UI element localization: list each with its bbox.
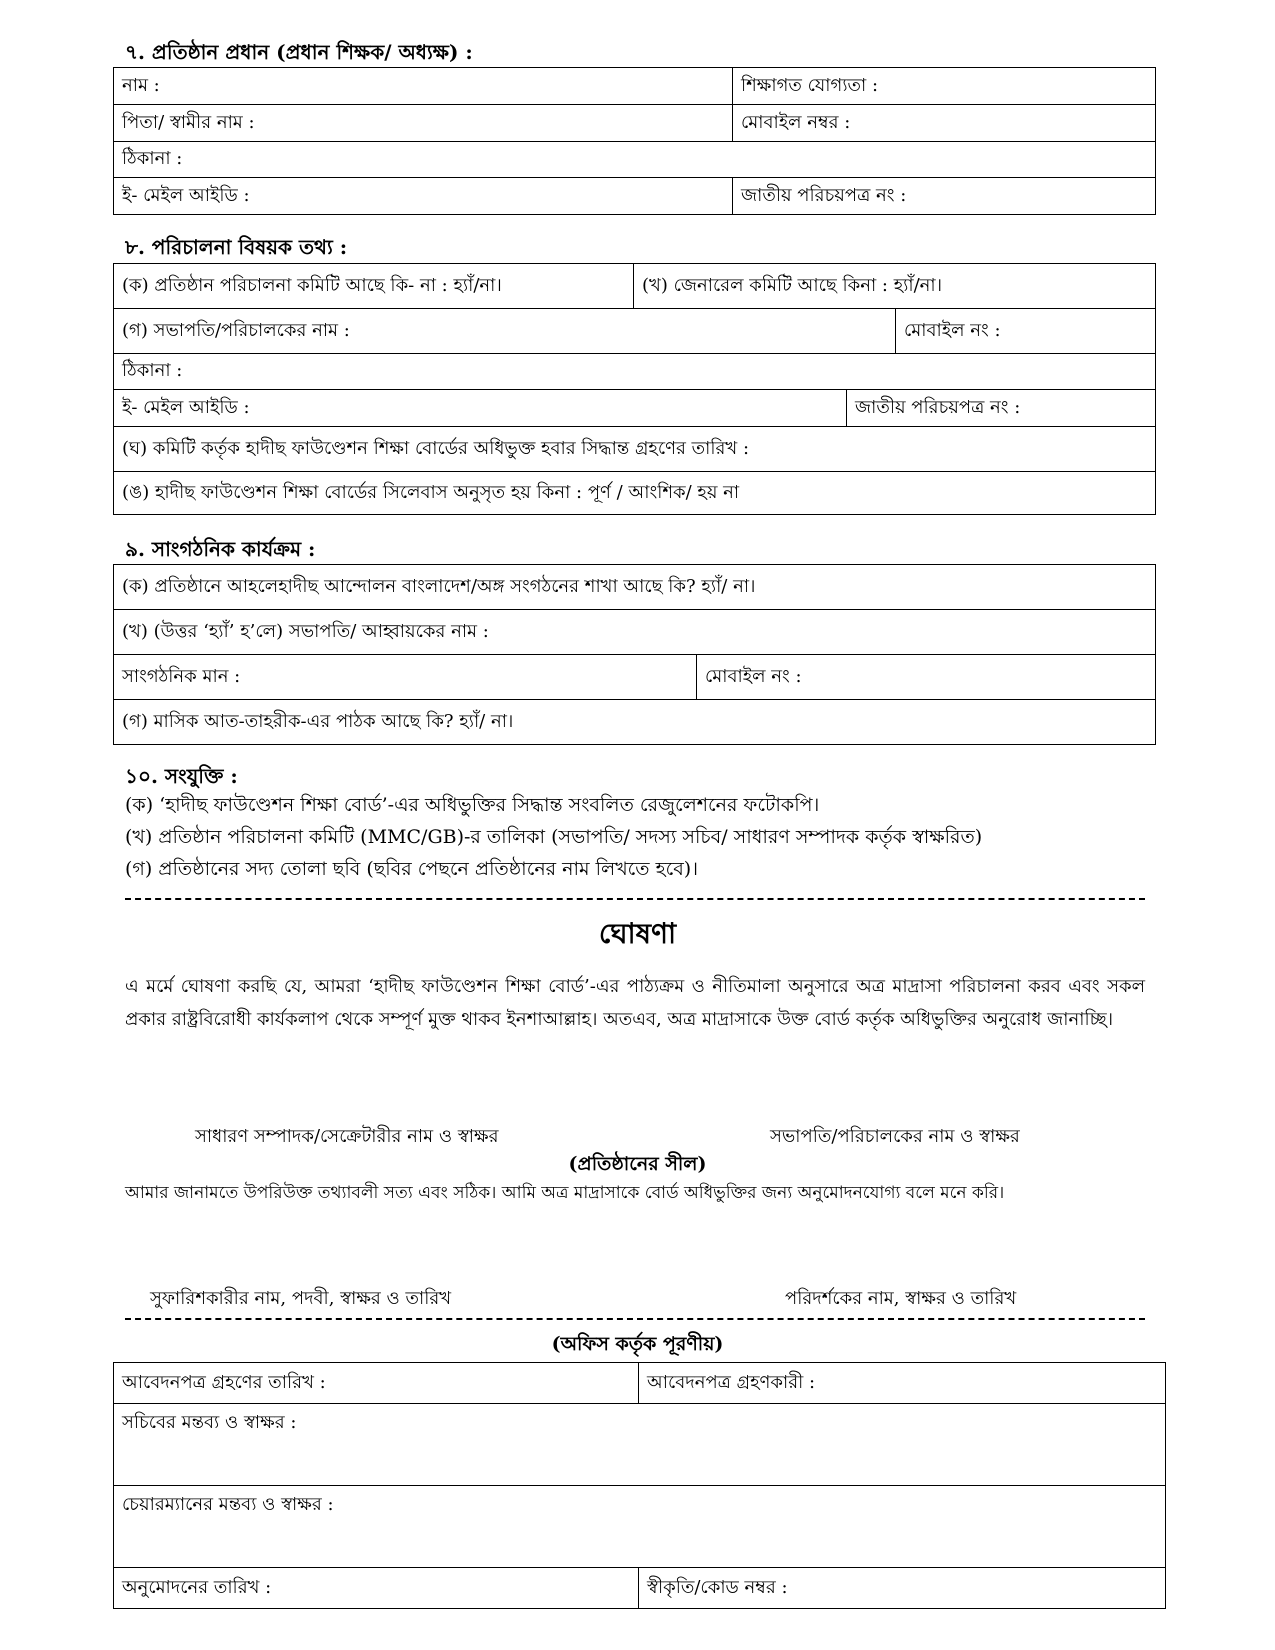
divider	[125, 898, 1145, 900]
branch-exists-field[interactable]: (ক) প্রতিষ্ঠানে আহলেহাদীছ আন্দোলন বাংলাদেশ/অঙ্গ সংগঠনের শাখা আছে কি? হ্যাঁ/ না।	[114, 565, 1156, 610]
management-info-table	[113, 263, 1156, 515]
office-use-title: (অফিস কর্তৃক পূরণীয়)	[551, 1333, 724, 1355]
name-field[interactable]: নাম :	[114, 68, 733, 105]
office-use-table	[113, 1362, 1166, 1609]
section-8-title: ৮. পরিচালনা বিষয়ক তথ্য :	[125, 235, 348, 259]
convener-mobile-field[interactable]: মোবাইল নং :	[697, 655, 1156, 700]
email-field[interactable]: ই- মেইল আইডি :	[114, 178, 733, 215]
inspector-signature-label: পরিদর্শকের নাম, স্বাক্ষর ও তারিখ	[785, 1288, 1017, 1309]
head-of-institution-table	[113, 67, 1156, 215]
president-nid-field[interactable]: জাতীয় পরিচয়পত্র নং :	[847, 390, 1156, 427]
president-signature-label: সভাপতি/পরিচালকের নাম ও স্বাক্ষর	[770, 1126, 1020, 1147]
code-number-field[interactable]: স্বীকৃতি/কোড নম্বর :	[639, 1568, 1166, 1609]
section-10-title: ১০. সংযুক্তি :	[125, 764, 238, 788]
president-name-field[interactable]: (গ) সভাপতি/পরিচালকের নাম :	[114, 309, 896, 354]
father-husband-name-field[interactable]: পিতা/ স্বামীর নাম :	[114, 105, 733, 142]
organizational-activity-table	[113, 564, 1156, 745]
received-date-field[interactable]: আবেদনপত্র গ্রহণের তারিখ :	[114, 1363, 639, 1404]
recommender-signature-label: সুফারিশকারীর নাম, পদবী, স্বাক্ষর ও তারিখ	[150, 1288, 452, 1309]
attachment-item: (ক) ‘হাদীছ ফাউণ্ডেশন শিক্ষা বোর্ড’-এর অধিভুক্তির সিদ্ধান্ত সংবলিত রেজুলেশনের ফটোকপি।	[125, 794, 820, 816]
committee-exists-field[interactable]: (ক) প্রতিষ্ঠান পরিচালনা কমিটি আছে কি- না : হ্যাঁ/না।	[114, 264, 634, 309]
divider	[125, 1318, 1145, 1320]
education-field[interactable]: শিক্ষাগত যোগ্যতা :	[733, 68, 1156, 105]
address-field[interactable]: ঠিকানা :	[114, 142, 1156, 178]
convener-name-field[interactable]: (খ) (উত্তর ‘হ্যাঁ’ হ’লে) সভাপতি/ আহ্বায়কের নাম :	[114, 610, 1156, 655]
declaration-title: ঘোষণা	[598, 917, 677, 950]
tahreek-reader-field[interactable]: (গ) মাসিক আত-তাহরীক-এর পাঠক আছে কি? হ্যাঁ/ না।	[114, 700, 1156, 745]
attachment-item: (গ) প্রতিষ্ঠানের সদ্য তোলা ছবি (ছবির পেছনে প্রতিষ্ঠানের নাম লিখতে হবে)।	[125, 858, 698, 880]
chairman-comment-field[interactable]: চেয়ারম্যানের মন্তব্য ও স্বাক্ষর :	[114, 1486, 1166, 1568]
president-email-field[interactable]: ই- মেইল আইডি :	[114, 390, 847, 427]
president-address-field[interactable]: ঠিকানা :	[114, 354, 1156, 390]
attachment-item: (খ) প্রতিষ্ঠান পরিচালনা কমিটি (MMC/GB)-র তালিকা (সভাপতি/ সদস্য সচিব/ সাধারণ সম্পাদক কর্তৃক স্বাক্ষরিত)	[125, 826, 983, 848]
receiver-field[interactable]: আবেদনপত্র গ্রহণকারী :	[639, 1363, 1166, 1404]
nid-field[interactable]: জাতীয় পরিচয়পত্র নং :	[733, 178, 1156, 215]
recommendation-text: আমার জানামতে উপরিউক্ত তথ্যাবলী সত্য এবং সঠিক। আমি অত্র মাদ্রাসাকে বোর্ড অধিভুক্তির জন্য অনুমোদনযোগ্য বলে মনে করি।	[125, 1183, 1005, 1203]
general-committee-field[interactable]: (খ) জেনারেল কমিটি আছে কিনা : হ্যাঁ/না।	[634, 264, 1156, 309]
organizational-rank-field[interactable]: সাংগঠনিক মান :	[114, 655, 697, 700]
syllabus-followed-field[interactable]: (ঙ) হাদীছ ফাউণ্ডেশন শিক্ষা বোর্ডের সিলেবাস অনুসৃত হয় কিনা : পূর্ণ / আংশিক/ হয় না	[114, 472, 1156, 515]
declaration-text: এ মর্মে ঘোষণা করছি যে, আমরা ‘হাদীছ ফাউণ্ডেশন শিক্ষা বোর্ড’-এর পাঠ্যক্রম ও নীতিমালা অনুসারে অত্র মাদ্রাসা পরিচালনা করব এবং সকল প্রকার রাষ্ট্রবিরোধী কার্যকলাপ থেকে সম্পূর্ণ মুক্ত থাকব ইনশাআল্লাহ। অতএব, অত্র মাদ্রাসাকে উক্ত বোর্ড কর্তৃক অধিভুক্তির অনুরোধ জানাচ্ছি।	[125, 976, 1145, 1030]
president-mobile-field[interactable]: মোবাইল নং :	[896, 309, 1156, 354]
secretary-signature-label: সাধারণ সম্পাদক/সেক্রেটারীর নাম ও স্বাক্ষর	[195, 1126, 499, 1147]
affiliation-decision-date-field[interactable]: (ঘ) কমিটি কর্তৃক হাদীছ ফাউণ্ডেশন শিক্ষা বোর্ডের অধিভুক্ত হবার সিদ্ধান্ত গ্রহণের তারিখ :	[114, 427, 1156, 472]
secretary-comment-field[interactable]: সচিবের মন্তব্য ও স্বাক্ষর :	[114, 1404, 1166, 1486]
section-9-title: ৯. সাংগঠনিক কার্যক্রম :	[125, 537, 316, 561]
seal-label: (প্রতিষ্ঠানের সীল)	[568, 1153, 707, 1175]
approval-date-field[interactable]: অনুমোদনের তারিখ :	[114, 1568, 639, 1609]
section-7-title: ৭. প্রতিষ্ঠান প্রধান (প্রধান শিক্ষক/ অধ্যক্ষ) :	[125, 40, 473, 64]
mobile-number-field[interactable]: মোবাইল নম্বর :	[733, 105, 1156, 142]
